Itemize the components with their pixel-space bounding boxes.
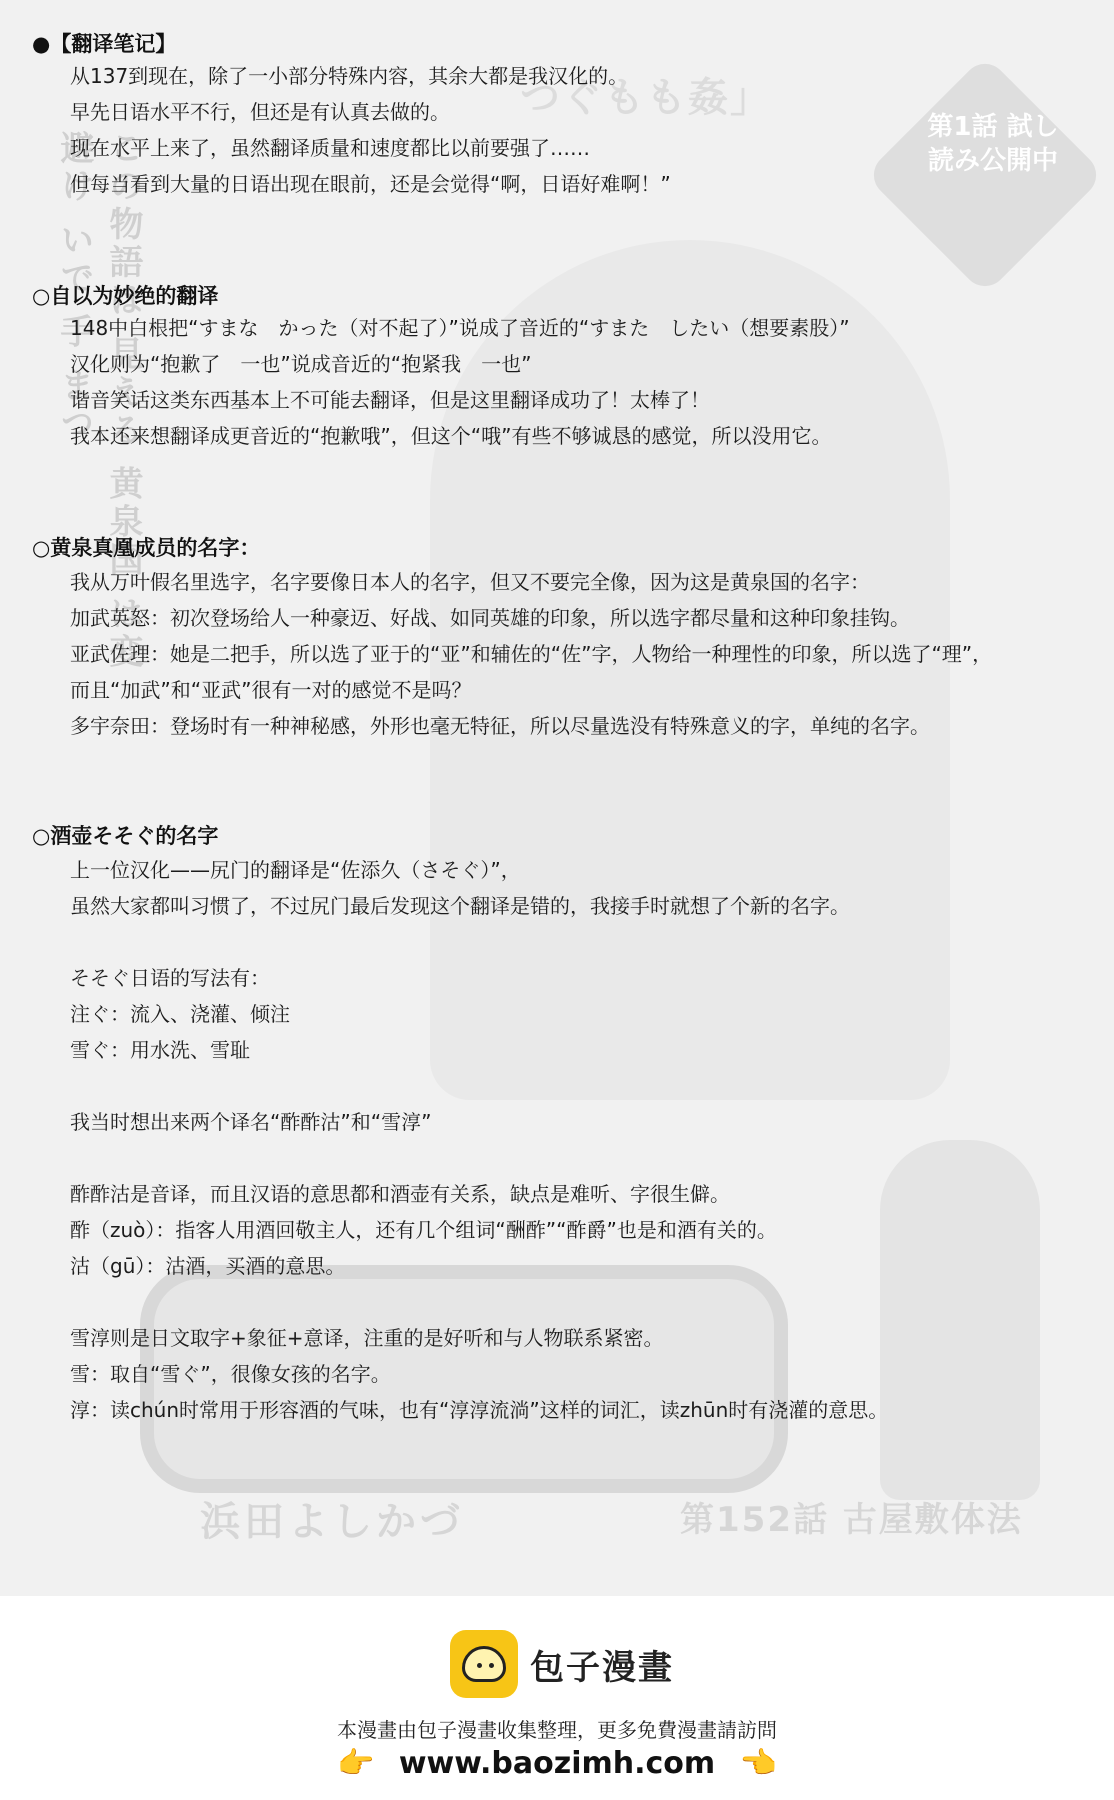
bun-eye-icon <box>489 1663 494 1668</box>
note-line: 加武英怒：初次登场给人一种豪迈、好战、如同英雄的印象，所以选字都尽量和这种印象挂钩。 <box>70 606 910 630</box>
note-line: 雪ぐ：用水洗、雪耻 <box>70 1038 250 1062</box>
site-footer <box>0 1596 1114 1800</box>
bun-eye-icon <box>477 1663 482 1668</box>
note-line: 雪：取自“雪ぐ”，很像女孩的名字。 <box>70 1362 391 1386</box>
baozi-logo-icon[interactable] <box>450 1630 518 1698</box>
note-line: 多宇奈田：登场时有一种神秘感，外形也毫无特征，所以尽量选没有特殊意义的字，单纯的名字。 <box>70 714 930 738</box>
pointing-right-icon: 👉 <box>337 1746 375 1781</box>
note-line: 雪淳则是日文取字+象征+意译，注重的是好听和与人物联系紧密。 <box>70 1326 664 1350</box>
note-line: 酢酢沽是音译，而且汉语的意思都和酒壶有关系，缺点是难听、字很生僻。 <box>70 1182 730 1206</box>
background-author: 浜田よしかづ <box>200 1499 464 1545</box>
note-line: 上一位汉化——尻门的翻译是“佐添久（さそぐ）”， <box>70 858 521 882</box>
background-chapter-title: 第152話 古屋敷体法 <box>680 1500 1023 1540</box>
note-line: 早先日语水平不行，但还是有认真去做的。 <box>70 100 450 124</box>
section-heading-notes: ●【翻译笔记】 <box>32 32 177 56</box>
note-line: 谐音笑话这类东西基本上不可能去翻译，但是这里翻译成功了！太棒了！ <box>70 388 710 412</box>
note-line: 我当时想出来两个译名“酢酢沽”和“雪淳” <box>70 1110 432 1134</box>
note-line: 淳：读chún时常用于形容酒的气味，也有“淳淳流淌”这样的词汇，读zhūn时有浇灌的意思。 <box>70 1398 889 1422</box>
note-line: 而且“加武”和“亚武”很有一对的感觉不是吗？ <box>70 678 472 702</box>
note-line: 我本还来想翻译成更音近的“抱歉哦”，但这个“哦”有些不够诚恳的感觉，所以没用它。 <box>70 424 832 448</box>
background-top-title: つぐもも姦」 <box>520 75 772 121</box>
section-heading-names: ○黄泉真凰成员的名字： <box>32 536 261 560</box>
footer-note: 本漫畫由包子漫畫收集整理，更多免費漫畫請訪問 <box>337 1718 777 1742</box>
section-heading-sosogu: ○酒壶そそぐ的名字 <box>32 824 219 848</box>
note-line: 我从万叶假名里选字，名字要像日本人的名字，但又不要完全像，因为这是黄泉国的名字： <box>70 570 870 594</box>
pointing-left-icon: 👈 <box>739 1746 777 1781</box>
note-line: そそぐ日语的写法有： <box>70 966 270 990</box>
note-line: 但每当看到大量的日语出现在眼前，还是会觉得“啊，日语好难啊！” <box>70 172 671 196</box>
note-line: 虽然大家都叫习惯了，不过尻门最后发现这个翻译是错的，我接手时就想了个新的名字。 <box>70 894 850 918</box>
background-badge-text: 第1話 試し読み公開中 <box>927 112 1059 176</box>
brand-name[interactable]: 包子漫畫 <box>530 1648 674 1688</box>
bun-icon <box>462 1646 506 1682</box>
footer-url-row <box>0 1746 1114 1781</box>
background-child-figure <box>880 1140 1040 1500</box>
footer-url-link[interactable]: www.baozimh.com <box>398 1746 716 1781</box>
section-heading-translation: ○自以为妙绝的翻译 <box>32 284 219 308</box>
note-line: 酢（zuò）：指客人用酒回敬主人，还有几个组词“酬酢”“酢爵”也是和酒有关的。 <box>70 1218 777 1242</box>
note-line: 148中白根把“すまな かった（对不起了）”说成了音近的“すまた したい（想要素股）” <box>70 316 850 340</box>
note-line: 亚武佐理：她是二把手，所以选了亚于的“亚”和辅佐的“佐”字，人物给一种理性的印象，所以选了“理”， <box>70 642 993 666</box>
note-line: 从137到现在，除了一小部分特殊内容，其余大都是我汉化的。 <box>70 64 629 88</box>
note-line: 沽（gū）：沽酒，买酒的意思。 <box>70 1254 346 1278</box>
background-vertical-text: この物語は 見える 黄泉国 は変 避け いで 手 まつ <box>54 130 143 672</box>
note-line: 现在水平上来了，虽然翻译质量和速度都比以前要强了…… <box>70 136 590 160</box>
note-line: 汉化则为“抱歉了 一也”说成音近的“抱紧我 一也” <box>70 352 532 376</box>
note-line: 注ぐ：流入、浇灌、倾注 <box>70 1002 290 1026</box>
